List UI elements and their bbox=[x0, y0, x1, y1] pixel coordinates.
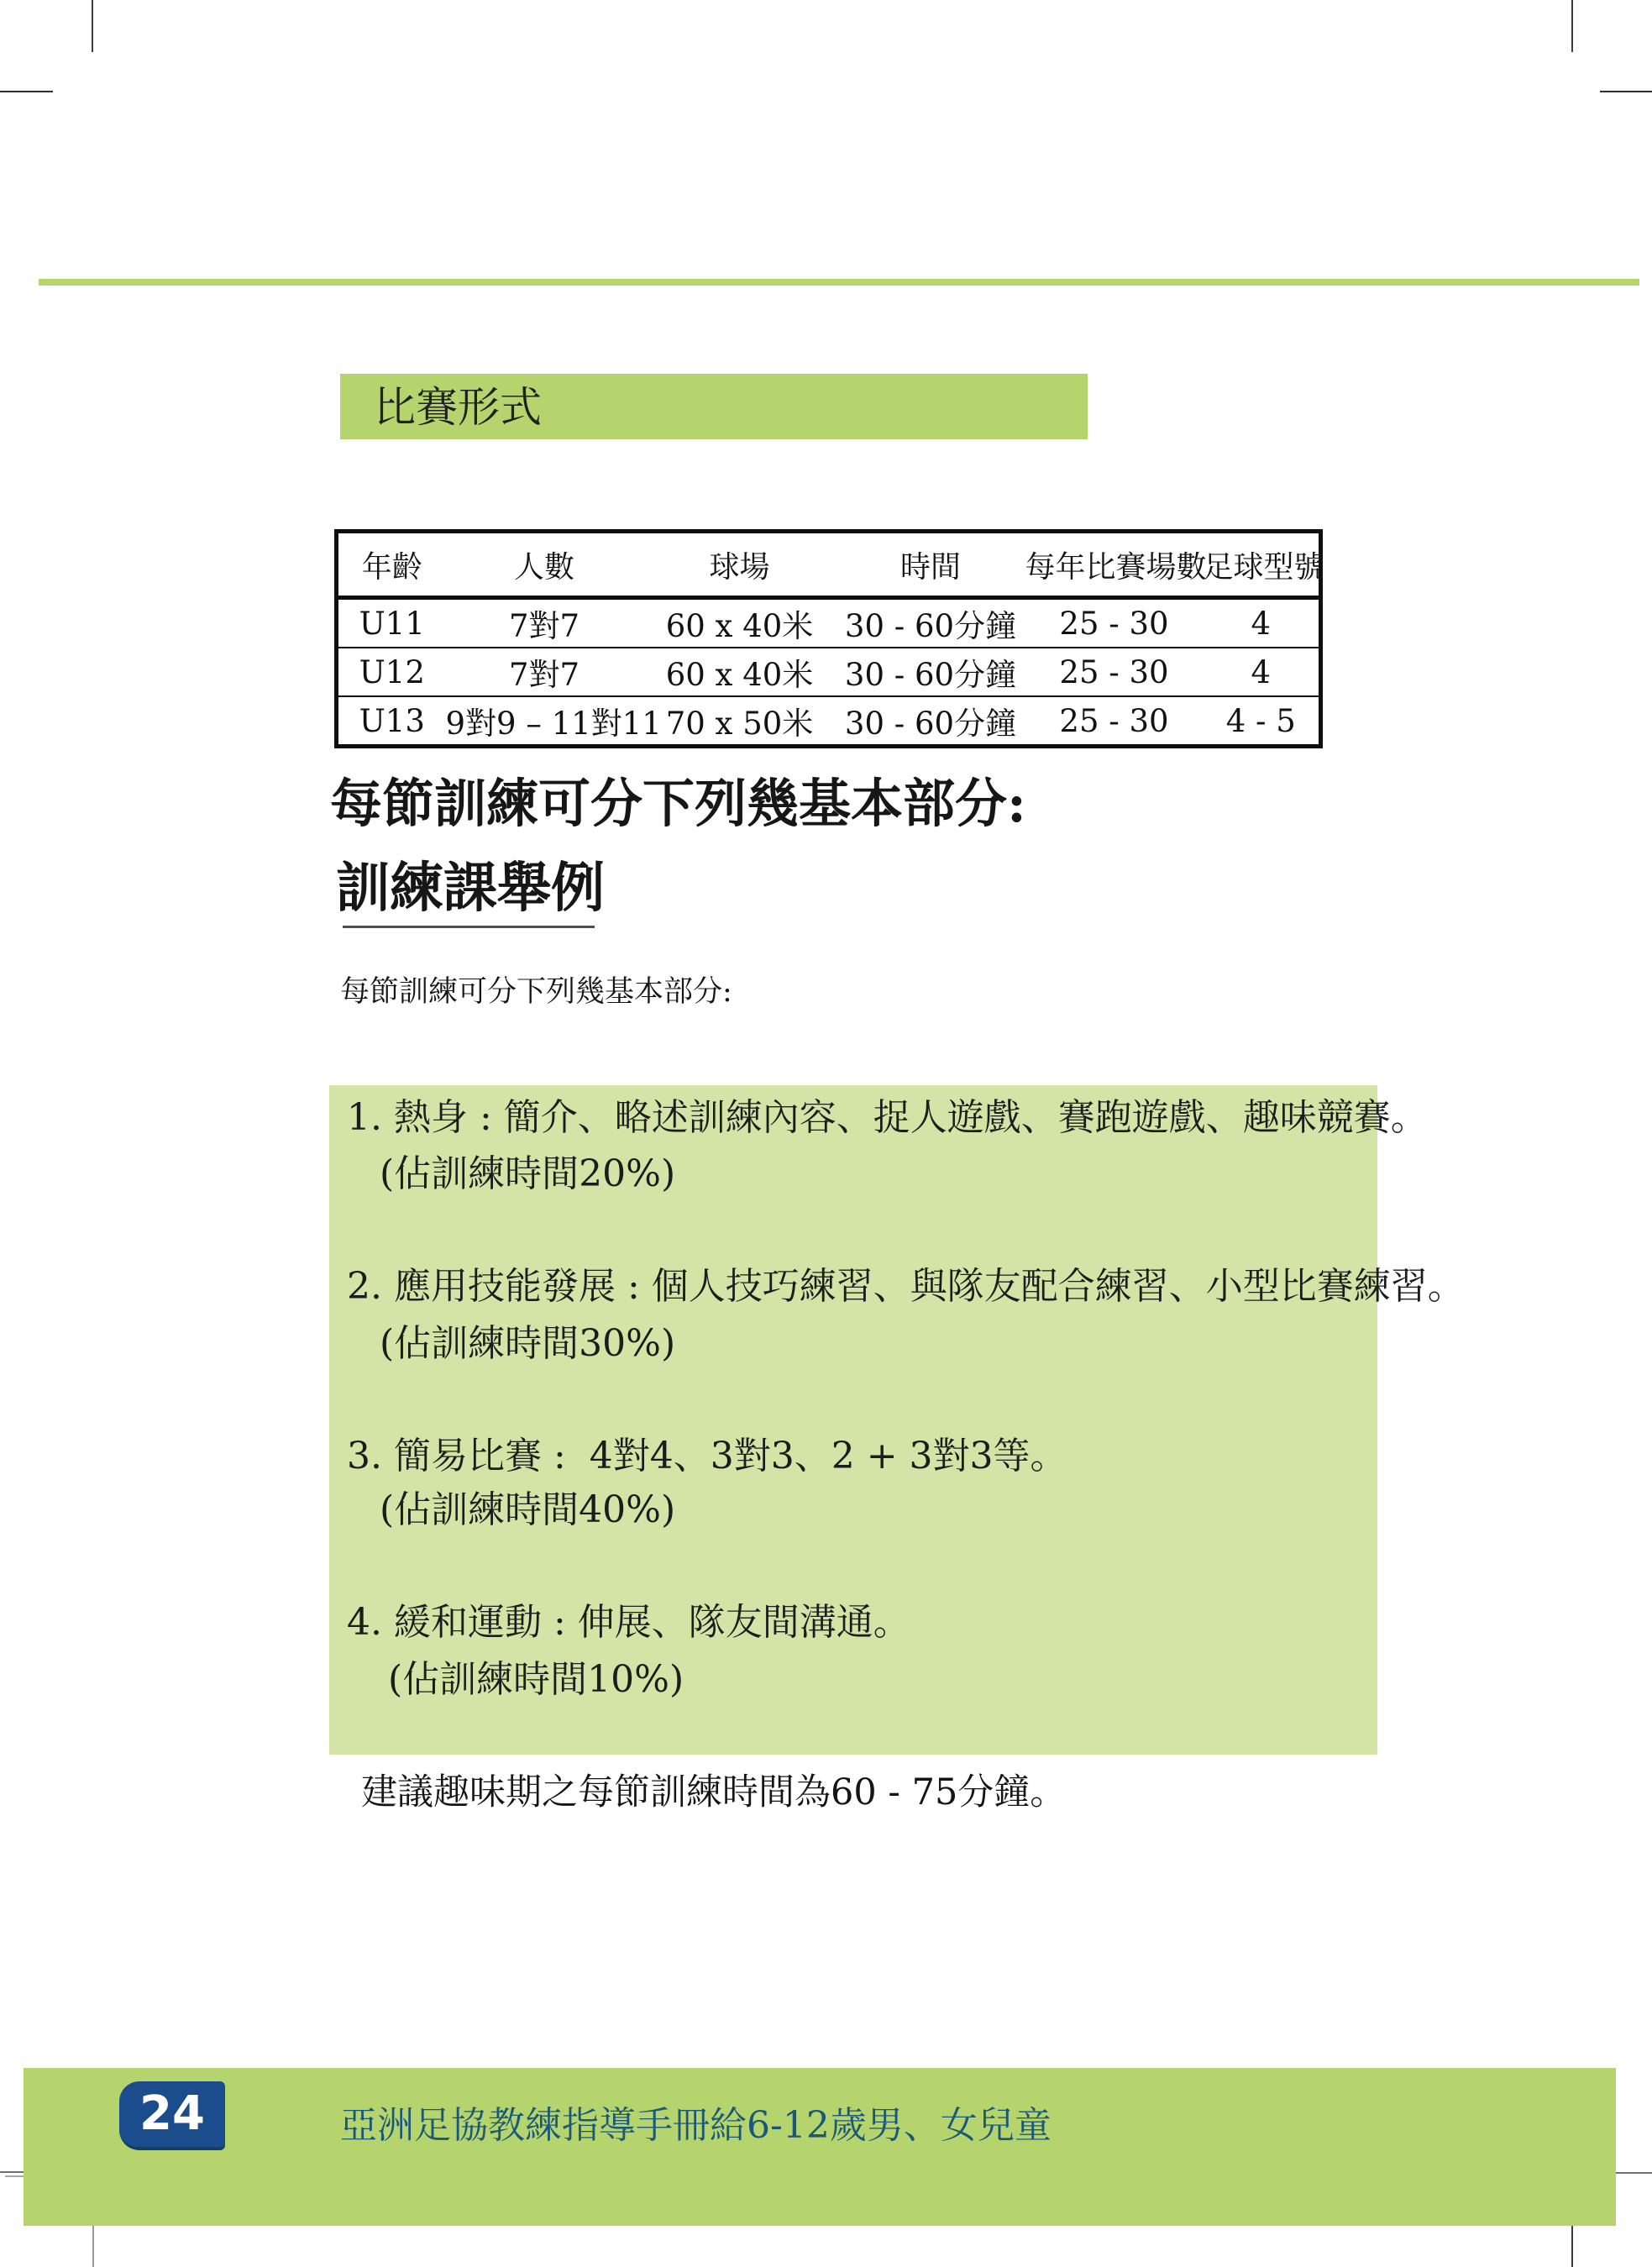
cell-pitch: 60 x 40米 bbox=[643, 598, 836, 648]
section-header-title: 比賽形式 bbox=[374, 383, 542, 432]
cell-ball: 4 bbox=[1204, 598, 1321, 648]
training-item-3-line-1: 3. 簡易比賽 : 4對4、3對3、2 + 3對3等。 bbox=[347, 1435, 1067, 1477]
match-format-table bbox=[334, 529, 1323, 748]
col-header-pitch: 球場 bbox=[643, 532, 836, 598]
col-header-time: 時間 bbox=[836, 532, 1025, 598]
table-header-row bbox=[337, 532, 1321, 598]
training-item-2-line-1: 2. 應用技能發展 : 個人技巧練習、與隊友配合練習、小型比賽練習。 bbox=[347, 1265, 1465, 1308]
crop-mark-top-right-horizontal bbox=[1600, 91, 1652, 92]
top-green-rule bbox=[39, 279, 1639, 286]
cell-time: 30 - 60分鐘 bbox=[844, 706, 1017, 742]
cell-players: 7對7 bbox=[446, 648, 643, 696]
training-item-1-line-1: 1. 熱身 : 簡介、略述訓練內容、捉人遊戲、賽跑遊戲、趣味競賽。 bbox=[347, 1096, 1428, 1139]
crop-mark-top-left-vertical bbox=[92, 0, 93, 52]
page-number-badge bbox=[119, 2081, 225, 2150]
cell-players: 7對7 bbox=[446, 598, 643, 648]
intro-text: 每節訓練可分下列幾基本部分: bbox=[340, 975, 732, 1009]
cell-pitch: 60 x 40米 bbox=[643, 648, 836, 696]
table-row bbox=[337, 648, 1321, 696]
cell-matches: 25 - 30 bbox=[1025, 598, 1204, 648]
page-number: 24 bbox=[139, 2086, 205, 2141]
table-row bbox=[337, 696, 1321, 747]
heading-underline bbox=[343, 926, 595, 928]
training-item-4-line-2: (佔訓練時間10%) bbox=[388, 1658, 684, 1701]
col-header-age: 年齡 bbox=[337, 532, 446, 598]
training-item-2-line-2: (佔訓練時間30%) bbox=[380, 1322, 676, 1365]
cell-age: U13 bbox=[359, 702, 425, 739]
heading-main: 每節訓練可分下列幾基本部分: bbox=[330, 773, 1026, 834]
cell-pitch: 70 x 50米 bbox=[665, 706, 814, 742]
footer-title: 亞洲足協教練指導手冊給6-12歲男、女兒童 bbox=[340, 2104, 1052, 2147]
cell-matches: 25 - 30 bbox=[1059, 702, 1169, 739]
section-header-box bbox=[340, 374, 1088, 439]
heading-sub: 訓練課舉例 bbox=[336, 857, 605, 920]
crop-mark-top-right-vertical bbox=[1571, 0, 1573, 52]
col-header-matches-per-year: 每年比賽場數 bbox=[1025, 532, 1204, 598]
cell-matches: 25 - 30 bbox=[1025, 648, 1204, 696]
cell-time: 30 - 60分鐘 bbox=[836, 648, 1025, 696]
cell-players: 9對9 – 11對11 bbox=[445, 706, 662, 742]
cell-age: U11 bbox=[337, 598, 446, 648]
training-item-1-line-2: (佔訓練時間20%) bbox=[380, 1152, 676, 1195]
crop-mark-bottom-right-horizontal bbox=[1610, 2172, 1652, 2174]
cell-ball: 4 bbox=[1204, 648, 1321, 696]
training-item-4-line-1: 4. 緩和運動 : 伸展、隊友間溝通。 bbox=[347, 1601, 910, 1644]
cell-time: 30 - 60分鐘 bbox=[836, 598, 1025, 648]
col-header-ball-size: 足球型號 bbox=[1204, 532, 1321, 598]
training-item-3-line-2: (佔訓練時間40%) bbox=[380, 1488, 676, 1531]
recommendation-note: 建議趣味期之每節訓練時間為60 - 75分鐘。 bbox=[361, 1771, 1067, 1813]
cell-ball: 4 - 5 bbox=[1225, 702, 1296, 739]
table-row bbox=[337, 598, 1321, 648]
cell-age: U12 bbox=[337, 648, 446, 696]
crop-mark-top-left-horizontal bbox=[0, 91, 53, 92]
col-header-players: 人數 bbox=[446, 532, 643, 598]
